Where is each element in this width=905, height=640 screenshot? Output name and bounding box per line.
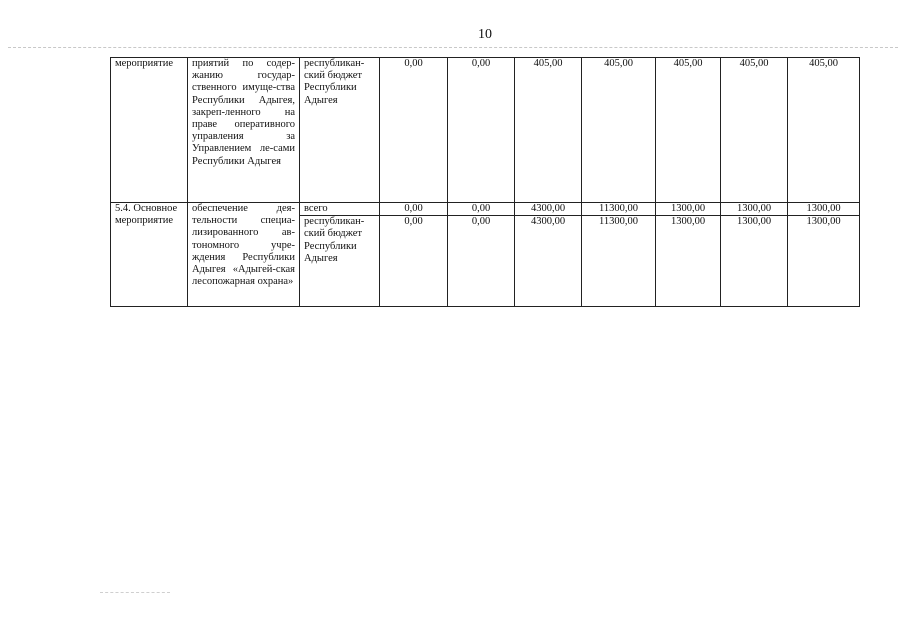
page-number: 10	[478, 27, 492, 42]
value-cell: 0,00	[448, 58, 515, 203]
activity-cell: 5.4. Основное мероприятие	[111, 203, 188, 307]
table-row	[111, 58, 860, 203]
funding-source-cell: республикан-ский бюджет Республики Адыгея	[300, 216, 380, 307]
value-cell: 0,00	[380, 58, 448, 203]
funding-source-total-cell: всего	[300, 203, 380, 216]
total-value-cell: 0,00	[448, 203, 515, 216]
total-value-cell: 11300,00	[582, 203, 656, 216]
total-value-cell: 1300,00	[788, 203, 860, 216]
value-cell: 405,00	[721, 58, 788, 203]
description-cell: приятий по содер-жанию государ-ственного имуще-ства Республики Адыгея, закреп-ленного на праве оперативного управления за Управлением ле-сами Республики Адыгея	[188, 58, 300, 203]
funding-source-cell: республикан-ский бюджет Республики Адыгея	[300, 58, 380, 203]
total-value-cell: 1300,00	[721, 203, 788, 216]
total-value-cell: 4300,00	[515, 203, 582, 216]
value-cell: 4300,00	[515, 216, 582, 307]
value-cell: 405,00	[656, 58, 721, 203]
value-cell: 11300,00	[582, 216, 656, 307]
value-cell: 0,00	[380, 216, 448, 307]
description-cell: обеспечение дея-тельности специа-лизированного ав-тономного учре-ждения Республики Адыгея «Адыгей-ская лесопожарная охрана»	[188, 203, 300, 307]
value-cell: 1300,00	[656, 216, 721, 307]
scan-artifact-line	[8, 47, 898, 48]
budget-table	[110, 57, 860, 307]
total-value-cell: 1300,00	[656, 203, 721, 216]
table-row	[111, 203, 860, 216]
scan-artifact-mark	[100, 592, 170, 593]
total-value-cell: 0,00	[380, 203, 448, 216]
value-cell: 405,00	[515, 58, 582, 203]
value-cell: 0,00	[448, 216, 515, 307]
activity-cell: мероприятие	[111, 58, 188, 203]
value-cell: 405,00	[788, 58, 860, 203]
value-cell: 1300,00	[721, 216, 788, 307]
value-cell: 405,00	[582, 58, 656, 203]
value-cell: 1300,00	[788, 216, 860, 307]
